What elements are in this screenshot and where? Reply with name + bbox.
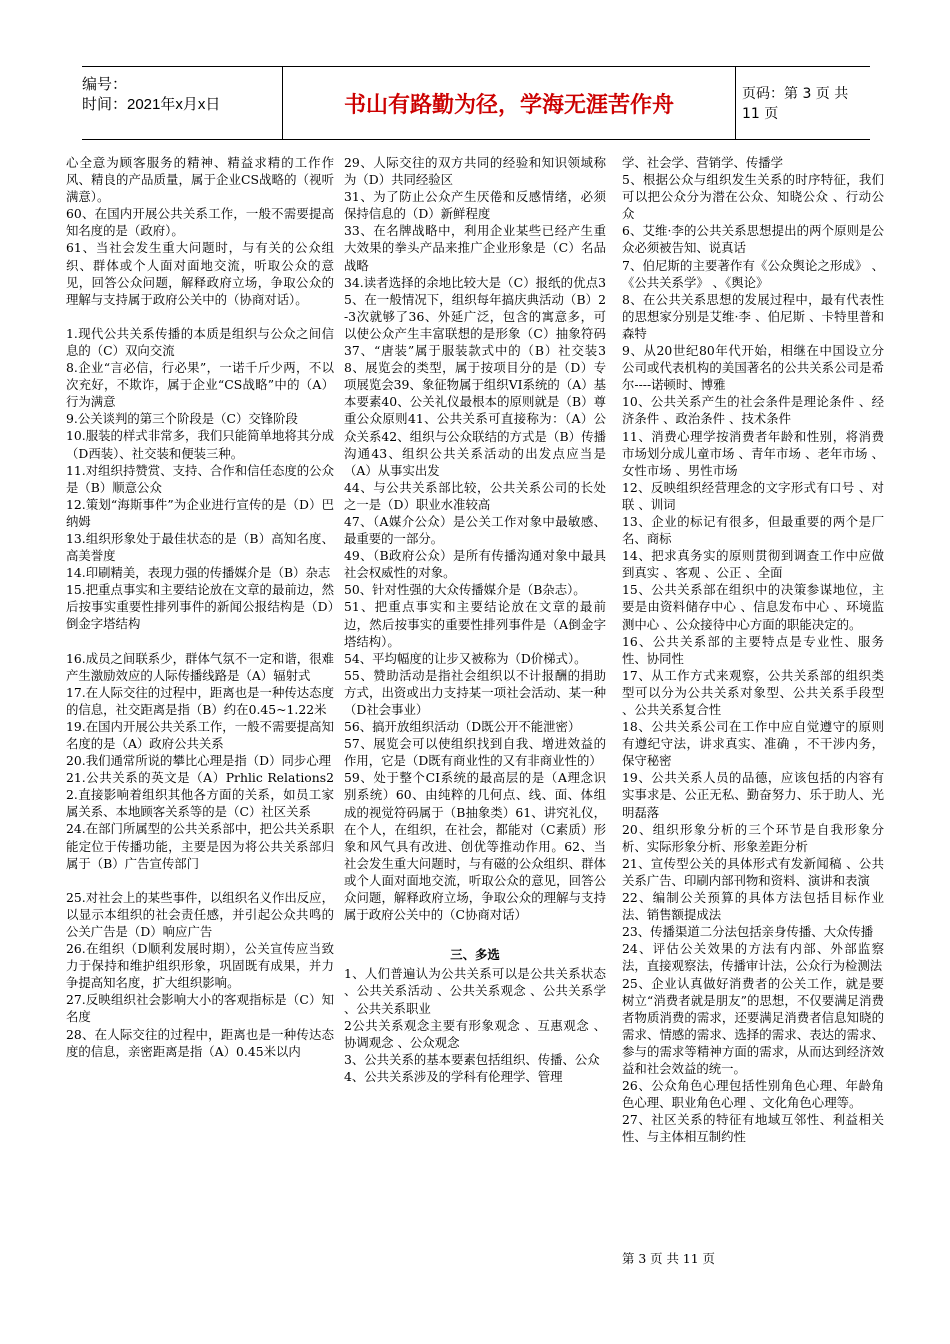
- question-item: 44、与公共关系部比较，公共关系公司的长处之一是（D）职业水准较高: [344, 479, 606, 512]
- question-item: 25、企业认真做好消费者的公关工作，就是要树立“消费者就是朋友”的思想，不仅要满足消费者物质消费的需求，还要满足消费者信息知晓的需求、情感的需求、选择的需求、表达的需求、参与的需求等精神方面的需求，从而达到经济效益和社会效益的统一。: [622, 975, 884, 1076]
- question-item: 15.把重点事实和主要结论放在文章的最前边，然后按事实重要性排列事件的新闻公报结构是（D）倒金字塔结构: [66, 582, 334, 632]
- paragraph-gap: [66, 308, 334, 325]
- question-item: 9.公关谈判的第三个阶段是（C）交锋阶段: [66, 411, 298, 427]
- question-item: 19、公共关系人员的品德，应该包括的内容有实事求是、公正无私、勤奋努力、乐于助人、光明磊落: [622, 770, 884, 820]
- question-item: 5、根据公众与组织发生关系的时序特征，我们可以把公众分为潜在公众、知晓公众 、行动公众: [622, 172, 884, 222]
- question-item: 59、处于整个CI系统的最高层的是（A理念识别系统）60、由纯粹的几何点、线、面、体组成的视觉符码属于（B抽象类）61、讲究礼仪，在个人，在组织，在社会，都能对（C素质）形象和风气具有改进、创优等推动作用。62、当社会发生重大问题时，与有磁的公众组织、群体或个人面对面地交流，听取公众的意见，回答公众问题，解释政府立场，争取公众的理解与支持属于政府公关中的（C协商对话）: [344, 770, 606, 923]
- column-middle: [344, 154, 606, 1085]
- question-item: 11.对组织持赞赏、支持、合作和信任态度的公众是（B）顺意公众: [66, 462, 334, 495]
- question-item: 6、艾维·李的公共关系思想提出的两个原则是公众必须被告知、说真话: [622, 223, 884, 256]
- question-item: 31、为了防止公众产生厌倦和反感情绪，必须保持信息的（D）新鲜程度: [344, 189, 606, 222]
- question-item: 25.对社会上的某些事件，以组织名义作出反应，以显示本组织的社会责任感，并引起公众共鸣的公关广告是（D）响应广告: [66, 889, 334, 939]
- question-item: 29、人际交往的双方共同的经验和知识领域称为（D）共同经验区: [344, 155, 606, 188]
- question-item: 61、当社会发生重大问题时，与有关的公众组织、群体或个人面对面地交流，听取公众的意见，回答公众问题，解释政府立场，争取公众的理解与支持属于政府公关中的（协商对话）。: [66, 240, 334, 307]
- page-footer: 第 3 页 共 11 页: [622, 1251, 715, 1266]
- question-item: 14.印刷精美，表现力强的传播媒介是（B）杂志: [66, 565, 331, 581]
- section-heading: 三、多选: [450, 947, 500, 963]
- question-item: 8、在公共关系思想的发展过程中，最有代表性的思想家分别是艾维·李 、伯尼斯 、卡特里普和森特: [622, 291, 884, 341]
- question-item: 56、搞开放组织活动（D既公开不能泄密）: [344, 719, 581, 735]
- column-right: [622, 154, 884, 1145]
- question-item: 57、展览会可以使组织找到自我、增进效益的作用，它是（D既有商业性的又有非商业性的）: [344, 736, 606, 769]
- question-item: 13.组织形象处于最佳状态的是（B）高知名度、高美誉度: [66, 530, 334, 564]
- question-item: 26、公众角色心理包括性别角色心理、年龄角色心理、职业角色心理 、文化角色心理等。: [622, 1078, 884, 1111]
- question-item: 2公共关系观念主要有形象观念 、互惠观念 、协调观念 、公众观念: [344, 1017, 606, 1050]
- question-item: 22、编制公关预算的具体方法包括目标作业法、销售额提成法: [622, 890, 884, 923]
- question-item: 13、企业的标记有很多，但最重要的两个是厂名、商标: [622, 513, 884, 547]
- question-item: 21、宣传型公关的具体形式有发新闻稿 、公共关系广告、印刷内部刊物和资料、演讲和表演: [622, 855, 884, 888]
- question-item: 1.现代公共关系传播的本质是组织与公众之间信息的（C）双向交流: [66, 325, 334, 358]
- question-item: 9、从20世纪80年代开始，相继在中国设立分公司或代表机构的美国著名的公共关系公司是希尔----诺顿时、博雅: [622, 343, 884, 393]
- question-item: 18、公共关系公司在工作中应自觉遵守的原则有遵纪守法，讲求真实、准确 ，不干涉内务，保守秘密: [622, 719, 884, 769]
- question-item: 50、针对性强的大众传播媒介是（B杂志）。: [344, 582, 586, 598]
- question-item: 54、平均幅度的让步又被称为（D价梯式）。: [344, 650, 587, 666]
- time-label: 时间：2021年x月x日: [82, 96, 221, 113]
- question-item: 12、反映组织经营理念的文字形式有口号 、对联 、训词: [622, 479, 884, 512]
- question-item: 23、传播渠道二分法包括亲身传播、大众传播: [622, 924, 874, 940]
- question-item: 17.在人际交往的过程中，距离也是一种传达态度的信息，社交距离是指（B）约在0.45~1.22米: [66, 684, 334, 717]
- question-item: 17、从工作方式来观察，公共关系部的组织类型可以分为公共关系对象型、公共关系手段型 、公共关系复合性: [622, 667, 884, 717]
- question-item: 10.服装的样式非常多，我们只能简单地将其分成（D西装）、社交装和便装三种。: [66, 428, 334, 461]
- paragraph-gap: [66, 633, 334, 650]
- question-item: 10、公共关系产生的社会条件是理论条件 、经济条件 、政治条件 、技术条件: [622, 394, 884, 427]
- question-item: 12.策划“海斯事件”为企业进行宣传的是（D）巴纳姆: [66, 496, 334, 529]
- question-item: 15、公共关系部在组织中的决策参谋地位，主要是由资料储存中心 、信息发布中心 、环境监测中心 、公众接待中心方面的职能决定的。: [622, 582, 884, 632]
- page-header: [82, 66, 870, 140]
- question-item: 20、组织形象分析的三个环节是自我形象分析、实际形象分析、形象差距分析: [622, 821, 884, 854]
- question-item: 26.在组织（D顺利发展时期），公关宣传应当致力于保持和维护组织形象，巩固既有成果，并力争提高知名度，扩大组织影响。: [66, 941, 334, 991]
- paragraph-gap: [344, 923, 606, 940]
- question-item: 24.在部门所属型的公共关系部中，把公共关系职能定位于传播功能，主要是因为将公共关系部归属于（B）广告宣传部门: [66, 821, 334, 871]
- question-item: 16、公共关系部的主要特点是专业性、服务性、协同性: [622, 633, 884, 666]
- question-item: 47、（A媒介公众）是公关工作对象中最敏感、最重要的一部分。: [344, 513, 606, 547]
- question-item: 19.在国内开展公共关系工作，一般不需要提高知名度的是（A）政府公共关系: [66, 718, 334, 751]
- question-item: 3、公共关系的基本要素包括组织、传播、公众: [344, 1051, 600, 1067]
- question-item: 心全意为顾客服务的精神、精益求精的工作作风、精良的产品质量，属于企业CS战略的（视听满意）。: [66, 155, 334, 205]
- paragraph-gap: [66, 872, 334, 889]
- question-item: 60、在国内开展公共关系工作，一般不需要提高知名度的是（政府）。: [66, 206, 334, 239]
- question-item: 14、把求真务实的原则贯彻到调查工作中应做到真实 、客观 、公正 、全面: [622, 548, 884, 581]
- question-item: 27.反映组织社会影响大小的客观指标是（C）知名度: [66, 992, 334, 1025]
- question-item: 21.公共关系的英文是（A）Prhlic Relations22.直接影响着组织其他各方面的关系，如员工家属关系、本地顾客关系等的是（C）社区关系: [66, 770, 334, 820]
- motto-banner: 书山有路勤为径，学海无涯苦作舟: [282, 67, 736, 139]
- column-left: [66, 154, 334, 1060]
- question-item: 51、把重点事实和主要结论放在文章的最前边，然后按事实的重要性排列事件是（A倒金字塔结构）。: [344, 599, 606, 649]
- question-item: 20.我们通常所说的攀比心理是指（D）同步心理: [66, 753, 332, 769]
- question-item: 24、评估公关效果的方法有内部、外部监察法，直接观察法，传播审计法，公众行为检测法: [622, 941, 884, 974]
- question-item: 27、社区关系的特征有地域互邻性、利益相关性、与主体相互制约性: [622, 1112, 884, 1145]
- number-label: 编号：: [82, 76, 128, 93]
- question-item: 49、（B政府公众）是所有传播沟通对象中最具社会权威性的对象。: [344, 548, 606, 581]
- question-item: 1、人们普遍认为公共关系可以是公共关系状态 、公共关系活动 、公共关系观念 、公共关系学 、公共关系职业: [344, 966, 606, 1016]
- question-item: 28、在人际交往的过程中，距离也是一种传达态度的信息，亲密距离是指（A）0.45米以内: [66, 1026, 334, 1059]
- question-item: 33、在名牌战略中，利用企业某些已经产生重大效果的拳头产品来推广企业形象是（C）名品战略: [344, 223, 606, 273]
- page-info: 页码：第 3 页 共 11 页: [742, 86, 849, 122]
- header-meta: [82, 67, 282, 139]
- question-item: 4、公共关系涉及的学科有伦理学、管理: [344, 1068, 563, 1084]
- question-item: 16.成员之间联系少，群体气氛不一定和谐，很难产生激励效应的人际传播线路是（A）辐射式: [66, 650, 334, 683]
- question-item: 学、社会学、营销学、传播学: [622, 155, 784, 170]
- question-item: 7、伯尼斯的主要著作有《公众舆论之形成》 、《公共关系学》 、《舆论》: [622, 257, 884, 290]
- question-item: 8.企业“言必信，行必果”，一诺千斤少两，不以次充好，不欺诈，属于企业“CS战略”中的（A）行为满意: [66, 360, 334, 410]
- question-item: 11、消费心理学按消费者年龄和性别，将消费市场划分成儿童市场 、青年市场 、老年市场 、女性市场 、男性市场: [622, 428, 884, 478]
- question-item: 34.读者选择的余地比较大是（C）报纸的优点35、在一般情况下，组织每年搞庆典活动（B）2-3次就够了36、外延广泛，包含的寓意多，可以使公众产生丰富联想的是形象（C）抽象符码37、“唐装”属于服装款式中的（B）社交装38、展览会的类型，属于按项目分的是（D）专项展览会39、象征物属于组织VI系统的（A）基本要素40、公关礼仪最根本的原则就是（B）尊重公众原则41、公共关系可直接称为：（A）公众关系42、组织与公众联结的方式是（B）传播沟通43、组织公共关系活动的出发点应当是（A）从事实出发: [344, 274, 606, 478]
- question-item: 55、赞助活动是指社会组织以不计报酬的捐助方式，出资或出力支持某一项社会活动、某一种（D社会事业）: [344, 667, 606, 717]
